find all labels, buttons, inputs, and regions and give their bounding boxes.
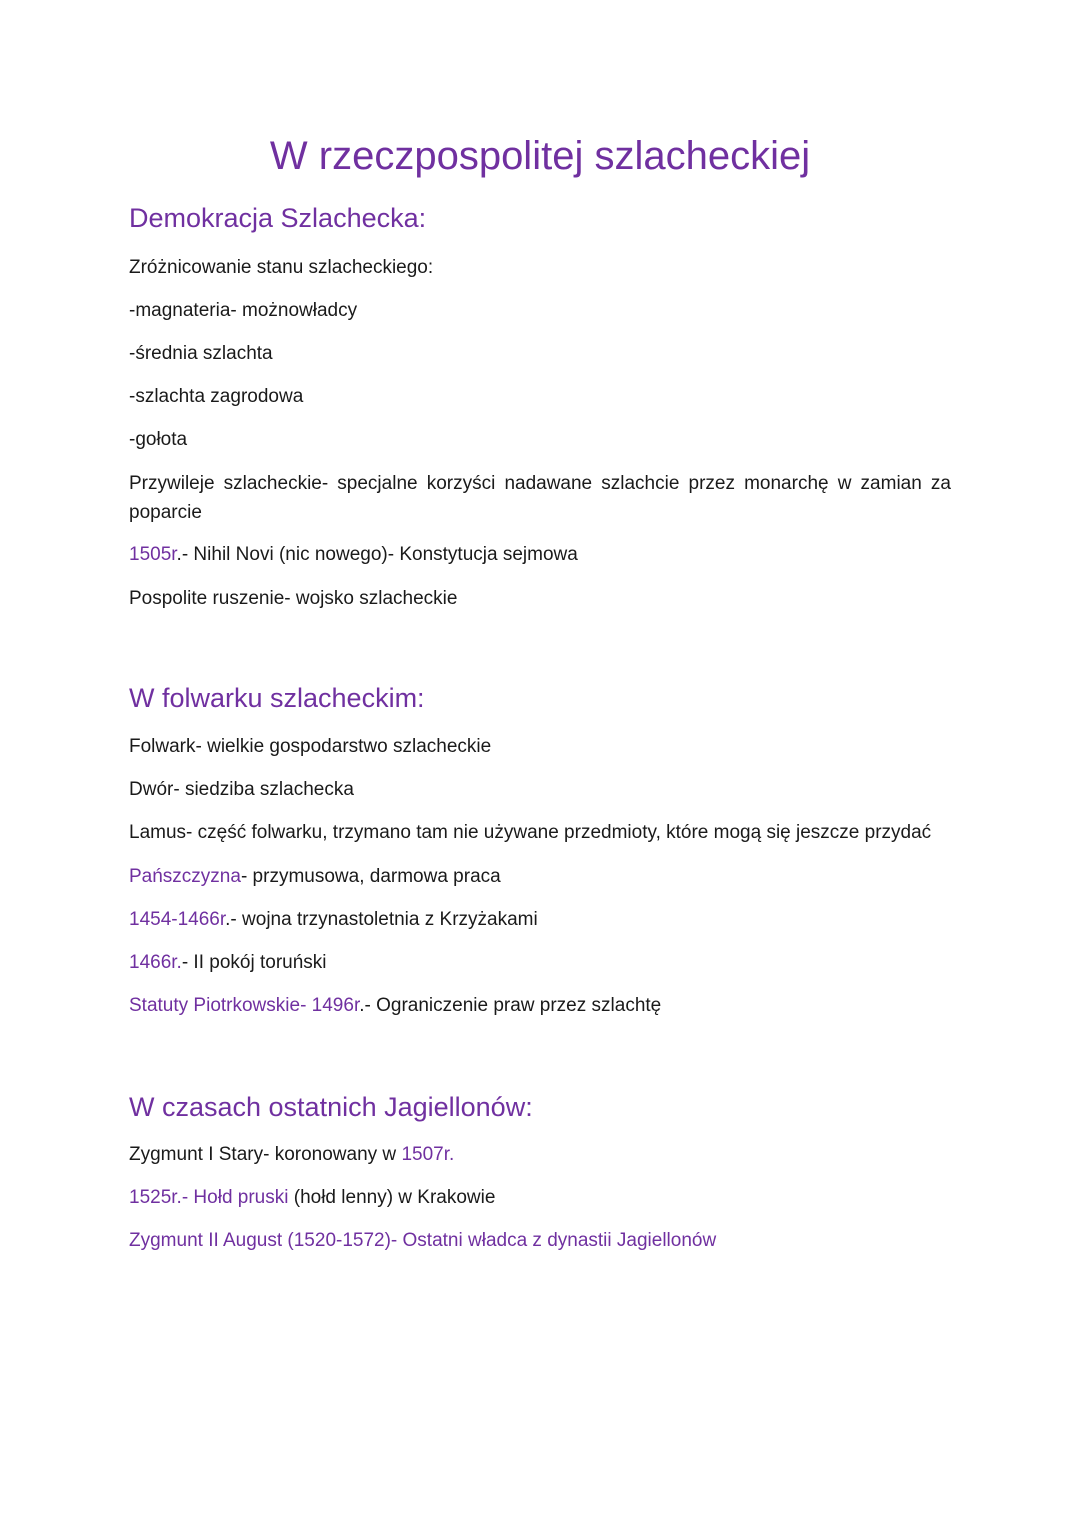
text-line [129,991,951,1020]
line-text: .- wojna trzynastoletnia z Krzyżakami [225,909,538,930]
text-line: -szlachta zagrodowa [129,386,304,407]
text-line: Folwark- wielkie gospodarstwo szlacheckie [129,736,492,757]
highlight-term: Zygmunt II August (1520-1572)- Ostatni władca z dynastii Jagiellonów [129,1230,717,1251]
text-line [129,905,951,934]
line-text: - przymusowa, darmowa praca [240,866,501,887]
text-line: Lamus- część folwarku, trzymano tam nie używane przedmioty, które mogą się jeszcze przydać [129,822,932,843]
text-line [129,862,951,891]
text-line [129,1140,951,1169]
line-text: - II pokój toruński [181,952,327,973]
highlight-term: Pańszczyzna [129,866,241,887]
highlight-date: 1466r. [129,952,182,973]
line-text: (hołd lenny) w Krakowie [288,1187,496,1208]
text-line [129,1183,951,1212]
line-text: .- Ograniczenie praw przez szlachtę [359,995,662,1016]
page-title: W rzeczpospolitej szlacheckiej [269,134,811,178]
section-heading-folwark: W folwarku szlacheckim: [129,683,425,713]
highlight-term: 1525r.- Hołd pruski [129,1187,289,1208]
highlight-date: 1505r [129,544,177,565]
text-line [129,948,951,977]
highlight-date: 1507r. [401,1144,455,1165]
text-line: -gołota [129,429,188,450]
section-heading-jagiellonowie: W czasach ostatnich Jagiellonów: [129,1092,533,1122]
text-line: Dwór- siedziba szlachecka [129,779,354,800]
text-line: Zróżnicowanie stanu szlacheckiego: [129,257,434,278]
text-paragraph-przywileje: Przywileje szlacheckie- specjalne korzyści nadawane szlachcie przez monarchę w zamian za poparcie [129,473,951,523]
text-line [129,1226,951,1255]
text-line: -magnateria- możnowładcy [129,300,358,321]
highlight-date: 1454-1466r [129,909,226,930]
line-text: Zygmunt I Stary- koronowany w [129,1144,402,1165]
section-heading-demokracja: Demokracja Szlachecka: [129,203,427,233]
text-line: -średnia szlachta [129,343,273,364]
line-text: .- Nihil Novi (nic nowego)- Konstytucja sejmowa [176,544,578,565]
text-line [129,540,951,569]
text-line: Pospolite ruszenie- wojsko szlacheckie [129,588,458,609]
highlight-term: Statuty Piotrkowskie- 1496r [129,995,360,1016]
